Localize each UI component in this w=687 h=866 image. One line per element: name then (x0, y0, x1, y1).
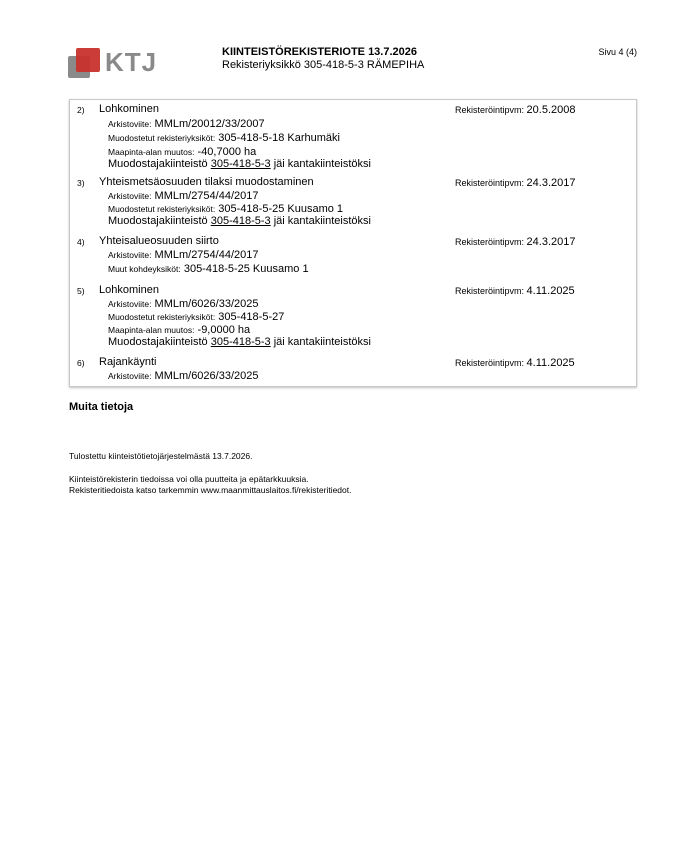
registration-date-label: Rekisteröintipvm: (455, 105, 525, 115)
parent-property-prefix: Muodostajakiinteistö (108, 158, 208, 170)
registration-date (455, 357, 575, 369)
archive-ref-label: Arkistoviite: (108, 119, 152, 129)
registration-date (455, 285, 575, 297)
entry-title: Yhteisalueosuuden siirto (99, 235, 219, 247)
registration-date (455, 236, 575, 248)
entry-title: Yhteismetsäosuuden tilaksi muodostaminen (99, 176, 314, 188)
ktj-logo (68, 46, 158, 82)
archive-ref-value: MMLm/6026/33/2025 (154, 298, 259, 310)
entry-number: 4) (77, 237, 85, 247)
registration-date-value: 24.3.2017 (526, 236, 576, 248)
page-number: Sivu 4 (4) (598, 47, 637, 57)
formed-units (108, 311, 284, 323)
other-units-value: 305-418-5-25 Kuusamo 1 (183, 263, 309, 275)
entry-number: 3) (77, 178, 85, 188)
area-change-label: Maapinta-alan muutos: (108, 325, 195, 335)
archive-ref-value: MMLm/2754/44/2017 (154, 190, 259, 202)
parent-property-id: 305-418-5-3 (210, 215, 271, 227)
formed-units-value: 305-418-5-25 Kuusamo 1 (218, 203, 344, 215)
parent-property-prefix: Muodostajakiinteistö (108, 336, 208, 348)
registration-date-value: 4.11.2025 (526, 357, 575, 369)
parent-property-note (108, 158, 371, 170)
registration-date (455, 104, 575, 116)
parent-property-suffix: jäi kantakiinteistöksi (273, 336, 371, 348)
parent-property-suffix: jäi kantakiinteistöksi (273, 158, 371, 170)
area-change (108, 324, 250, 336)
registration-date-label: Rekisteröintipvm: (455, 286, 525, 296)
more-info-note: Rekisteritiedoista katso tarkemmin www.maanmittauslaitos.fi/rekisteritiedot. (69, 485, 352, 495)
archive-ref (108, 118, 265, 130)
formed-units-label: Muodostetut rekisteriyksiköt: (108, 204, 216, 214)
document-subtitle: Rekisteriyksikkö 305-418-5-3 RÄMEPIHA (222, 59, 425, 71)
disclaimer-note: Kiinteistörekisterin tiedoissa voi olla puutteita ja epätarkkuuksia. (69, 474, 309, 484)
formed-units (108, 132, 340, 144)
other-info-heading: Muita tietoja (69, 401, 134, 413)
parent-property-note (108, 215, 371, 227)
formed-units (108, 203, 343, 215)
formed-units-value: 305-418-5-18 Karhumäki (218, 132, 340, 144)
archive-ref (108, 370, 258, 382)
archive-ref (108, 249, 258, 261)
archive-ref (108, 190, 258, 202)
entry-title: Lohkominen (99, 103, 159, 115)
area-change (108, 146, 256, 158)
entry-number: 5) (77, 286, 85, 296)
other-units (108, 263, 309, 275)
formed-units-value: 305-418-5-27 (218, 311, 285, 323)
entry-title: Rajankäynti (99, 356, 157, 368)
area-change-value: -40,7000 ha (197, 146, 257, 158)
registration-date-label: Rekisteröintipvm: (455, 178, 525, 188)
area-change-value: -9,0000 ha (197, 324, 251, 336)
formed-units-label: Muodostetut rekisteriyksiköt: (108, 133, 216, 143)
registration-date-label: Rekisteröintipvm: (455, 237, 525, 247)
area-change-label: Maapinta-alan muutos: (108, 147, 195, 157)
parent-property-prefix: Muodostajakiinteistö (108, 215, 208, 227)
archive-ref-label: Arkistoviite: (108, 371, 152, 381)
register-entries-box (69, 99, 637, 387)
logo-text: KTJ (105, 47, 158, 77)
archive-ref-label: Arkistoviite: (108, 299, 152, 309)
registration-date-value: 20.5.2008 (526, 104, 576, 116)
registration-date-value: 4.11.2025 (526, 285, 575, 297)
entry-number: 6) (77, 358, 85, 368)
other-units-label: Muut kohdeyksiköt: (108, 264, 181, 274)
registration-date-label: Rekisteröintipvm: (455, 358, 525, 368)
archive-ref-value: MMLm/2754/44/2017 (154, 249, 259, 261)
archive-ref-value: MMLm/6026/33/2025 (154, 370, 259, 382)
archive-ref (108, 298, 258, 310)
parent-property-id: 305-418-5-3 (210, 158, 271, 170)
formed-units-label: Muodostetut rekisteriyksiköt: (108, 312, 216, 322)
printed-note: Tulostettu kiinteistötietojärjestelmästä 13.7.2026. (69, 451, 253, 461)
entry-number: 2) (77, 105, 85, 115)
archive-ref-value: MMLm/20012/33/2007 (154, 118, 265, 130)
archive-ref-label: Arkistoviite: (108, 250, 152, 260)
parent-property-note (108, 336, 371, 348)
logo-square-red (76, 48, 100, 72)
registration-date (455, 177, 575, 189)
archive-ref-label: Arkistoviite: (108, 191, 152, 201)
parent-property-id: 305-418-5-3 (210, 336, 271, 348)
entry-title: Lohkominen (99, 284, 159, 296)
document-title: KIINTEISTÖREKISTERIOTE 13.7.2026 (222, 46, 418, 58)
parent-property-suffix: jäi kantakiinteistöksi (273, 215, 371, 227)
registration-date-value: 24.3.2017 (526, 177, 576, 189)
